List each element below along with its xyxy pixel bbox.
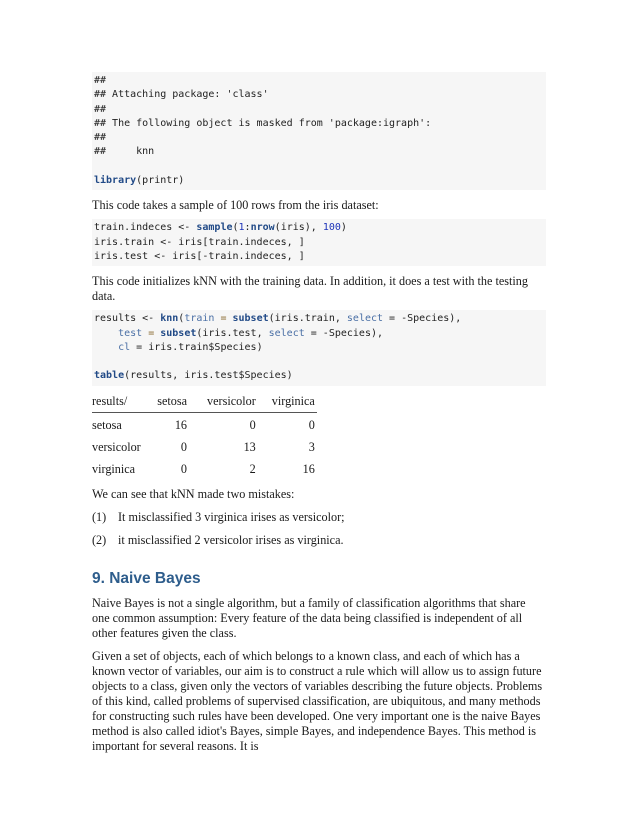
column-header: results/ xyxy=(92,394,149,413)
list-item xyxy=(92,510,546,525)
code-function: library xyxy=(94,175,137,187)
code-text: results <- xyxy=(94,313,161,325)
code-block-knn xyxy=(92,310,546,385)
code-text: (results, iris.test$Species) xyxy=(124,370,293,382)
code-argument: train xyxy=(184,313,215,325)
code-function: nrow xyxy=(250,222,275,234)
code-text: (iris.test, xyxy=(196,327,269,339)
paragraph: This code initializes kNN with the training data. In addition, it does a test with the testing data. xyxy=(92,274,528,304)
table-cell: 0 xyxy=(249,417,256,432)
code-block-sample xyxy=(92,219,546,266)
table-cell: 2 xyxy=(249,461,256,476)
code-operator: = xyxy=(142,327,161,339)
table-cell: 16 xyxy=(174,417,188,432)
code-text: = -Species), xyxy=(383,313,462,325)
table-cell: 3 xyxy=(308,439,315,454)
code-line: ## Attaching package: 'class' xyxy=(94,89,269,101)
code-function: knn xyxy=(160,313,179,325)
paragraph: We can see that kNN made two mistakes: xyxy=(92,486,295,501)
code-function: table xyxy=(94,370,125,382)
code-line: iris.test <- iris[-train.indeces, ] xyxy=(94,250,305,262)
table-header-row xyxy=(92,394,317,413)
code-function: subset xyxy=(160,327,197,339)
code-line: ## xyxy=(94,132,107,144)
section-heading: 9. Naive Bayes xyxy=(92,569,201,587)
code-text: ( xyxy=(232,222,239,234)
paragraph: Given a set of objects, each of which belongs to a known class, and each of which has a known vector of variables, our aim is to construct a rule which will allow us to assign future objects to a class, given only the vectors of variables describing the future objects. Problems of this kind, called problems of supervised classification, are ubiquitous, and many methods for constructing such rules have been developed. One very important one is the naive Bayes method is also called idiot's Bayes, simple Bayes, and independence Bayes. This method is important for several reasons. It is xyxy=(92,648,543,753)
code-line: ## xyxy=(94,103,107,115)
code-function: subset xyxy=(232,313,269,325)
code-line: iris.train <- iris[train.indeces, ] xyxy=(94,236,305,248)
code-operator: = xyxy=(214,313,233,325)
code-text: (iris.train, xyxy=(268,313,347,325)
table-cell: virginica xyxy=(92,461,136,476)
code-text: train.indeces <- xyxy=(94,222,197,234)
table-cell: 0 xyxy=(180,439,188,454)
paragraph: Naive Bayes is not a single algorithm, but a family of classification algorithms that share one common assumption: Every feature of the data being classified is independent of all other features given the class. xyxy=(92,595,526,640)
code-text: ) xyxy=(340,222,347,234)
table-cell: 13 xyxy=(243,439,256,454)
table-cell: setosa xyxy=(92,417,122,432)
results-table xyxy=(92,394,317,479)
column-header: virginica xyxy=(264,394,317,413)
list-text: It misclassified 3 virginica irises as versicolor; xyxy=(118,509,345,524)
code-text: (printr) xyxy=(136,175,185,187)
list-item xyxy=(92,533,546,548)
code-text: ( xyxy=(178,313,185,325)
code-number: 100 xyxy=(322,222,341,234)
list-number: (1) xyxy=(92,509,107,524)
code-line: ## knn xyxy=(94,146,155,158)
code-argument: select xyxy=(346,313,384,325)
code-argument: cl xyxy=(118,341,131,353)
code-text: = iris.train$Species) xyxy=(130,341,263,353)
code-indent xyxy=(94,328,118,339)
column-header: setosa xyxy=(149,394,199,413)
code-block-output xyxy=(92,72,546,190)
code-argument: test xyxy=(118,327,143,339)
column-header: versicolor xyxy=(199,394,264,413)
table-cell: 0 xyxy=(308,417,315,432)
code-indent xyxy=(94,342,118,353)
list-number: (2) xyxy=(92,532,107,547)
code-line: ## The following object is masked from 'package:igraph': xyxy=(94,117,432,129)
code-function: sample xyxy=(196,222,233,234)
table-cell: 16 xyxy=(302,461,315,476)
table-cell: 0 xyxy=(180,461,188,476)
code-line: ## xyxy=(94,75,107,86)
table-row xyxy=(92,412,317,435)
code-text: (iris), xyxy=(274,222,323,234)
table-cell: versicolor xyxy=(92,439,141,454)
code-text: = -Species), xyxy=(304,327,384,339)
code-argument: select xyxy=(268,327,305,339)
table-row xyxy=(92,457,317,479)
list-text: it misclassified 2 versicolor irises as virginica. xyxy=(118,532,344,547)
document-page xyxy=(92,72,546,754)
code-text: : xyxy=(244,222,251,234)
paragraph: This code takes a sample of 100 rows from the iris dataset: xyxy=(92,198,379,213)
table-row xyxy=(92,435,317,457)
code-number: 1 xyxy=(238,222,245,234)
